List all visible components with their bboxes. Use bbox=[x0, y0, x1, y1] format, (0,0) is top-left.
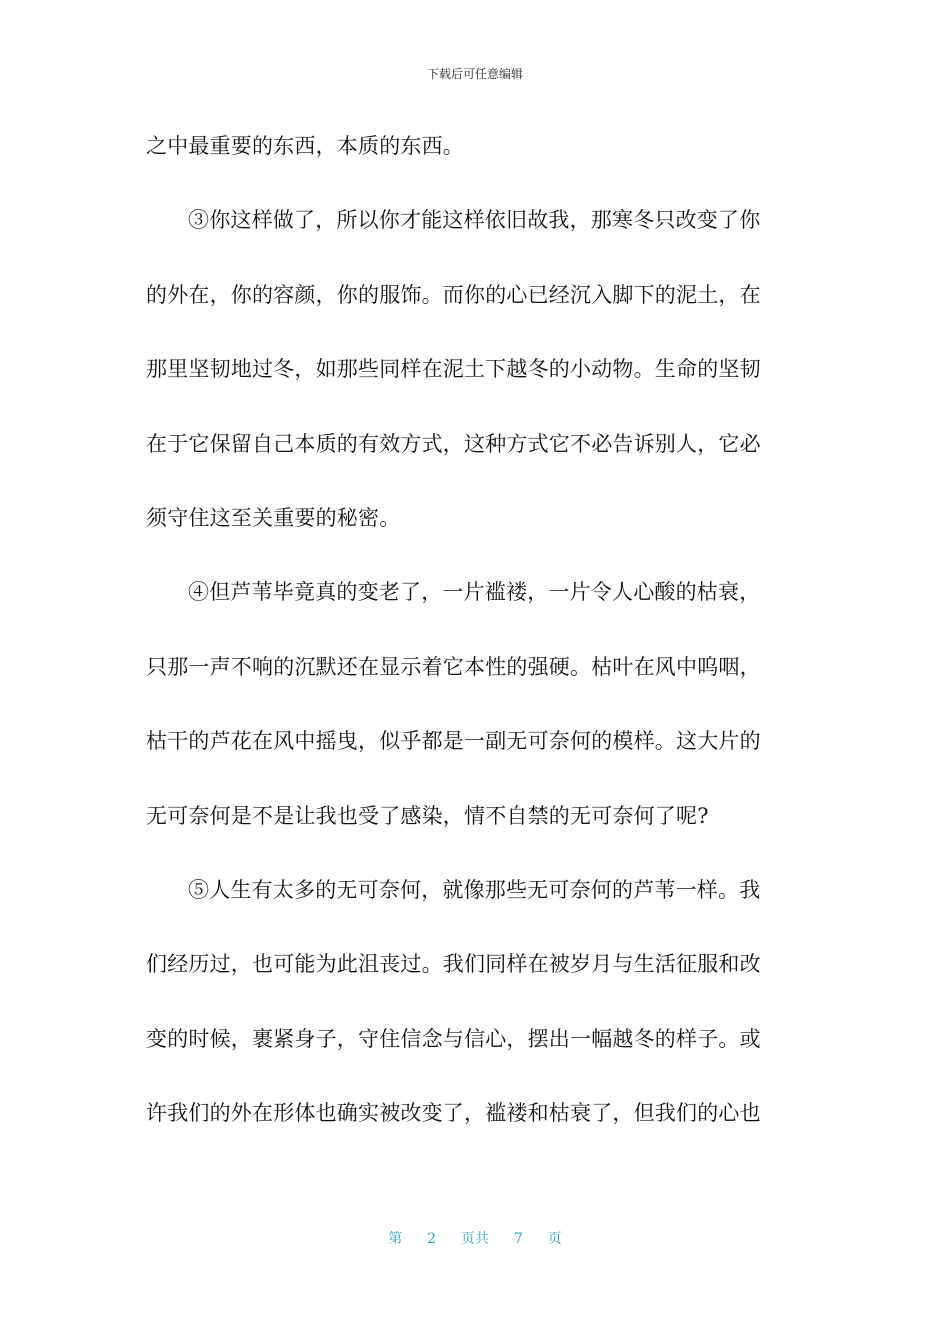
footer-suffix: 页 bbox=[547, 1231, 562, 1247]
text-line: 的外在，你的容颜，你的服饰。而你的心已经沉入脚下的泥土，在 bbox=[146, 282, 761, 307]
text-line: 枯干的芦花在风中摇曳，似乎都是一副无可奈何的模样。这大片的 bbox=[146, 729, 761, 754]
footer-middle: 页共 bbox=[461, 1231, 489, 1247]
text-line: 变的时候，裹紧身子，守住信念与信心，摆出一幅越冬的样子。或 bbox=[146, 1026, 761, 1051]
footer-page-number: 2 bbox=[427, 1231, 437, 1247]
footer-total-pages: 7 bbox=[513, 1231, 523, 1247]
text-line: 们经历过，也可能为此沮丧过。我们同样在被岁月与生活征服和改 bbox=[146, 952, 761, 977]
paragraph-3-start: ③你这样做了，所以你才能这样依旧故我，那寒冬只改变了你 bbox=[188, 208, 761, 233]
text-line: 在于它保留自己本质的有效方式，这种方式它不必告诉别人，它必 bbox=[146, 431, 761, 456]
page-footer bbox=[0, 1229, 950, 1249]
text-line: 之中最重要的东西，本质的东西。 bbox=[146, 134, 464, 158]
page-header: 下载后可任意编辑 bbox=[426, 67, 523, 81]
text-line: 那里坚韧地过冬，如那些同样在泥土下越冬的小动物。生命的坚韧 bbox=[146, 357, 761, 382]
paragraph-5-start: ⑤人生有太多的无可奈何，就像那些无可奈何的芦苇一样。我 bbox=[188, 877, 761, 902]
footer-prefix: 第 bbox=[388, 1231, 403, 1247]
text-line: 许我们的外在形体也确实被改变了，褴褛和枯衰了，但我们的心也 bbox=[146, 1101, 761, 1126]
text-line: 只那一声不响的沉默还在显示着它本性的强硬。枯叶在风中呜咽， bbox=[146, 654, 761, 679]
document-body bbox=[146, 128, 806, 1169]
paragraph-4-start: ④但芦苇毕竟真的变老了，一片褴褛，一片令人心酸的枯衰， bbox=[188, 580, 761, 605]
text-line: 无可奈何是不是让我也受了感染，情不自禁的无可奈何了呢? bbox=[146, 803, 709, 828]
text-line: 须守住这至关重要的秘密。 bbox=[146, 505, 401, 530]
